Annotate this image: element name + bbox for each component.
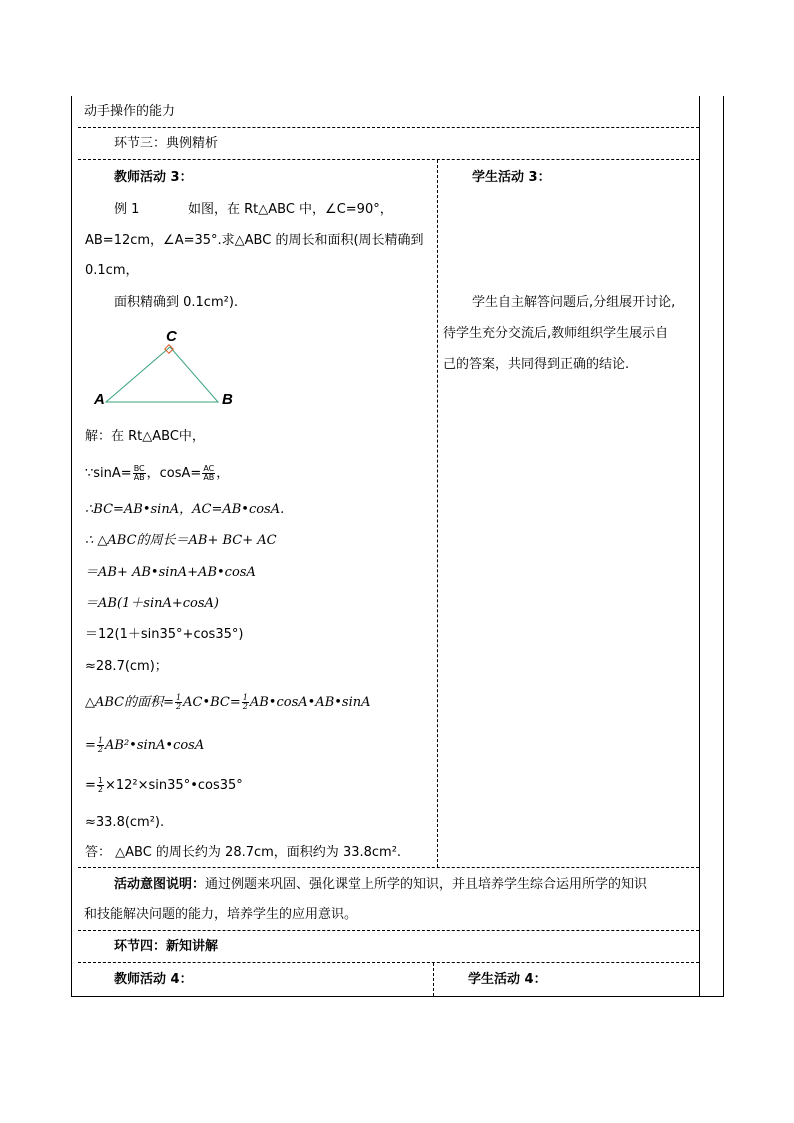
triangle-figure bbox=[88, 322, 248, 412]
fraction-half bbox=[242, 694, 249, 711]
intent-line1 bbox=[114, 875, 647, 895]
solution-line-4: ＝AB(1＋sinA+cosA) bbox=[85, 596, 220, 611]
solution-line-3: ＝AB+ AB•sinA+AB•cosA bbox=[85, 565, 256, 580]
area-part-a: AC•BC= bbox=[183, 695, 241, 710]
solution-line-0: 解：在 Rt△ABC中， bbox=[85, 429, 205, 444]
student4-heading: 学生活动 4： bbox=[468, 972, 547, 987]
because-line bbox=[85, 464, 229, 484]
area-line-1 bbox=[85, 693, 371, 713]
student3-line-1: 待学生充分交流后,教师组织学生展示自 bbox=[443, 326, 669, 341]
vertex-c-label: C bbox=[166, 328, 177, 345]
solution-line-7: ≈33.8(cm²). bbox=[85, 815, 165, 830]
section3-title: 环节三：典例精析 bbox=[114, 136, 219, 151]
fraction-bc-ab bbox=[133, 465, 146, 482]
solution-line-6: ≈28.7(cm)； bbox=[85, 659, 168, 674]
teacher3-heading: 教师活动 3： bbox=[114, 170, 193, 185]
area-prefix: △ABC的面积= bbox=[85, 695, 175, 710]
fraction-half bbox=[175, 694, 182, 711]
fraction-den: 2 bbox=[242, 702, 248, 711]
example-line3: 0.1cm， bbox=[85, 263, 139, 278]
fraction-ac-ab bbox=[202, 465, 215, 482]
header-row bbox=[78, 96, 699, 128]
fraction-half bbox=[97, 777, 104, 794]
area-part-b: AB•cosA•AB•sinA bbox=[249, 695, 371, 710]
fraction-num: 1 bbox=[242, 693, 248, 702]
fraction-den: AB bbox=[203, 473, 215, 482]
solution-line-8: 答： △ABC 的周长约为 28.7cm，面积约为 33.8cm². bbox=[85, 845, 402, 860]
section4-title: 环节四：新知讲解 bbox=[114, 939, 219, 954]
solution-line-1: ∴BC=AB•sinA，AC=AB•cosA. bbox=[85, 502, 285, 517]
intent-label: 活动意图说明： bbox=[114, 877, 206, 892]
area-rest: ×12²×sin35°•cos35° bbox=[105, 778, 243, 793]
area-rest: AB²•sinA•cosA bbox=[105, 738, 205, 753]
because-mid: ，cosA= bbox=[146, 466, 202, 481]
because-suffix: ， bbox=[216, 466, 230, 481]
fraction-num: 1 bbox=[97, 736, 103, 745]
vertex-a-label: A bbox=[94, 391, 105, 408]
column-divider bbox=[437, 160, 438, 867]
solution-line-2: ∴ △ABC的周长＝AB+ BC+ AC bbox=[85, 533, 277, 548]
fraction-num: 1 bbox=[176, 693, 182, 702]
fraction-num: AC bbox=[203, 464, 215, 473]
table-inner-border bbox=[699, 96, 700, 996]
intent-text: 通过例题来巩固、强化课堂上所学的知识，并且培养学生综合运用所学的知识 bbox=[205, 877, 648, 892]
student3-heading: 学生活动 3： bbox=[472, 170, 551, 185]
fraction-den: 2 bbox=[97, 785, 103, 794]
intent-line2: 和技能解决问题的能力，培养学生的应用意识。 bbox=[84, 907, 358, 922]
section3-row bbox=[78, 128, 699, 160]
example-line1: 如图，在 Rt△ABC 中，∠C=90°， bbox=[188, 202, 393, 217]
example-line2: AB=12cm，∠A=35°.求△ABC 的周长和面积(周长精确到 bbox=[85, 233, 424, 248]
fraction-den: 2 bbox=[97, 745, 103, 754]
header-row-text: 动手操作的能力 bbox=[84, 104, 176, 119]
area-line-2 bbox=[85, 736, 204, 756]
section4-row bbox=[78, 931, 699, 963]
because-prefix: ∵sinA= bbox=[85, 466, 132, 481]
fraction-den: 2 bbox=[176, 702, 182, 711]
area-prefix: = bbox=[85, 778, 96, 793]
fraction-half bbox=[97, 737, 104, 754]
area-prefix: = bbox=[85, 738, 96, 753]
column-divider-4 bbox=[433, 963, 434, 996]
fraction-num: 1 bbox=[97, 776, 103, 785]
student3-line-0: 学生自主解答问题后,分组展开讨论, bbox=[472, 295, 676, 310]
fraction-num: BC bbox=[133, 464, 145, 473]
fraction-den: AB bbox=[133, 473, 145, 482]
area-line-3 bbox=[85, 776, 243, 796]
triangle-shape bbox=[106, 347, 218, 402]
solution-line-5: ＝12(1＋sin35°+cos35°) bbox=[85, 627, 244, 642]
teacher4-heading: 教师活动 4： bbox=[114, 972, 193, 987]
intent-row bbox=[78, 867, 699, 931]
example-label: 例 1 bbox=[114, 202, 140, 217]
student3-line-2: 己的答案，共同得到正确的结论. bbox=[443, 357, 630, 372]
example-line4: 面积精确到 0.1cm²). bbox=[114, 295, 239, 310]
vertex-b-label: B bbox=[222, 391, 233, 408]
